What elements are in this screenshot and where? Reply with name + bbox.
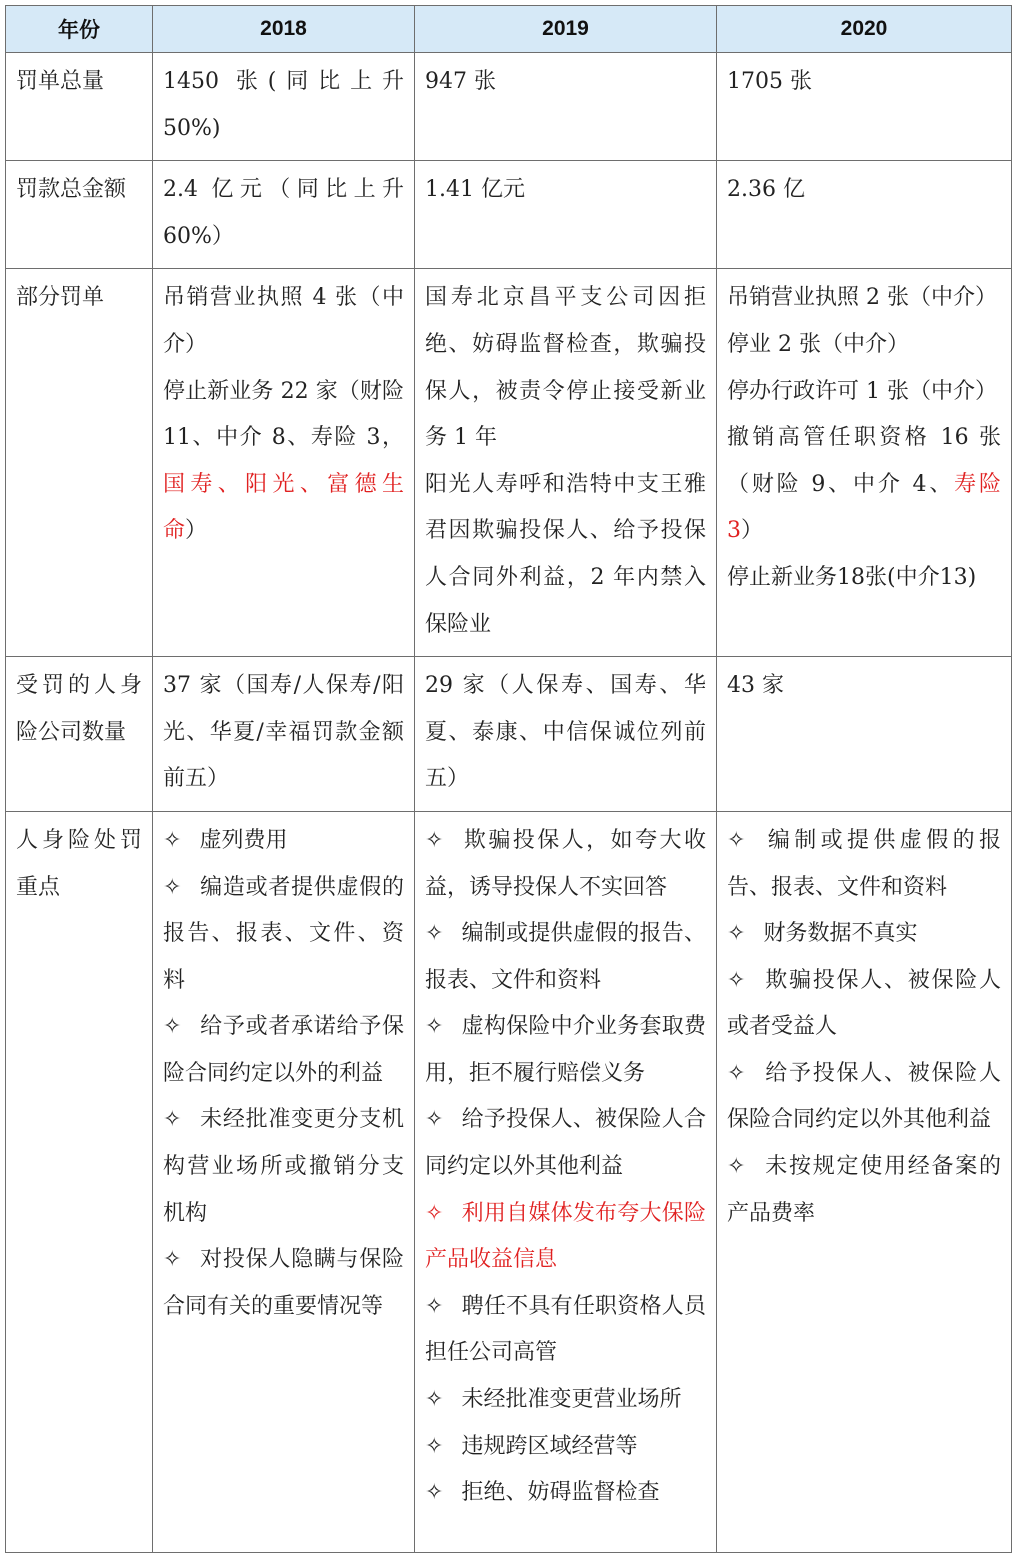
diamond-star-icon: ✧ (727, 921, 746, 947)
diamond-star-icon: ✧ (727, 1060, 746, 1086)
diamond-star-icon: ✧ (425, 1200, 444, 1226)
diamond-star-icon: ✧ (425, 1387, 444, 1413)
item-text: 财务数据不真实 (763, 921, 918, 947)
row-label: 人身险处罚重点 (6, 811, 153, 1552)
row-penalized-companies (6, 657, 1012, 812)
diamond-star-icon: ✧ (163, 827, 182, 853)
item-text: 未经批准变更营业场所 (461, 1387, 682, 1413)
diamond-star-icon: ✧ (425, 1107, 444, 1133)
header-2018: 2018 (153, 6, 415, 53)
cell-text: ） (741, 518, 764, 544)
list-item (425, 1004, 706, 1097)
cell-text: ） (185, 518, 208, 544)
header-year-label: 年份 (6, 6, 153, 53)
highlight-text: 寿险 3 (727, 471, 1001, 544)
list-item (163, 1004, 404, 1097)
row-partial-tickets (6, 269, 1012, 657)
diamond-star-icon: ✧ (727, 967, 746, 993)
cell-line: 停业 2 张（中介） (727, 331, 909, 357)
list-item (425, 1424, 706, 1471)
header-2020: 2020 (717, 6, 1012, 53)
cell-text: 停止新业务 22 家（财险 11、中介 8、寿险 3， (163, 378, 404, 451)
list-item (163, 818, 404, 865)
item-text: 对投保人隐瞒与保险合同有关的重要情况等 (163, 1247, 404, 1319)
item-text: 利用自媒体发布夸大保险产品收益信息 (425, 1200, 706, 1273)
row-total-tickets (6, 53, 1012, 161)
list-item (727, 1051, 1001, 1144)
item-text: 给予投保人、被保险人合同约定以外其他利益 (425, 1107, 706, 1180)
list-item (425, 1097, 706, 1190)
header-2019: 2019 (415, 6, 717, 53)
cell-2018: 37 家（国寿/人保寿/阳光、华夏/幸福罚款金额前五） (153, 657, 415, 812)
diamond-star-icon: ✧ (425, 1433, 444, 1459)
cell-line: 停止新业务18张(中介13) (727, 564, 977, 590)
cell-2019 (415, 811, 717, 1552)
list-item (425, 1470, 706, 1517)
cell-text: 撤销高管任职资格 16 张（财险 9、中介 4、 (727, 425, 1001, 497)
item-text: 编造或者提供虚假的报告、报表、文件、资料 (163, 874, 404, 993)
cell-line: 阳光人寿呼和浩特中支王雅君因欺骗投保人、给予投保人合同外利益，2 年内禁入保险业 (425, 471, 706, 637)
diamond-star-icon: ✧ (425, 1293, 444, 1319)
list-item (727, 911, 1001, 958)
cell-2019: 29 家（人保寿、国寿、华夏、泰康、中信保诚位列前五） (415, 657, 717, 812)
item-text: 虚列费用 (199, 827, 288, 853)
cell-2019 (415, 269, 717, 657)
diamond-star-icon: ✧ (425, 1014, 444, 1040)
diamond-star-icon: ✧ (163, 1107, 182, 1133)
cell-2018: 1450 张(同比上升 50%) (153, 53, 415, 161)
item-text: 聘任不具有任职资格人员担任公司高管 (425, 1293, 706, 1366)
item-text: 虚构保险中介业务套取费用，拒不履行赔偿义务 (425, 1014, 706, 1086)
highlight-text: 国寿、阳光、富德生命 (163, 471, 404, 544)
cell-2018 (153, 811, 415, 1552)
diamond-star-icon: ✧ (425, 827, 444, 853)
cell-2018 (153, 269, 415, 657)
cell-2020 (717, 269, 1012, 657)
cell-2020 (717, 811, 1012, 1552)
cell-2019: 947 张 (415, 53, 717, 161)
list-item (163, 1237, 404, 1330)
list-item (727, 1144, 1001, 1237)
cell-line: 停办行政许可 1 张（中介） (727, 378, 997, 404)
cell-line: 国寿北京昌平支公司因拒绝、妨碍监督检查，欺骗投保人，被责令停止接受新业务 1 年 (425, 285, 706, 451)
cell-line: 吊销营业执照 2 张（中介） (727, 285, 997, 311)
item-text: 欺骗投保人、被保险人或者受益人 (727, 967, 1001, 1040)
list-item (425, 818, 706, 911)
item-text: 违规跨区域经营等 (461, 1433, 638, 1459)
row-label: 部分罚单 (6, 269, 153, 657)
diamond-star-icon: ✧ (727, 1154, 746, 1180)
list-item-highlight (425, 1191, 706, 1284)
cell-2018: 2.4 亿元（同比上升 60%） (153, 161, 415, 269)
item-text: 未经批准变更分支机构营业场所或撤销分支机构 (163, 1107, 404, 1226)
header-row (6, 6, 1012, 53)
item-text: 给予或者承诺给予保险合同约定以外的利益 (163, 1014, 404, 1086)
list-item (727, 818, 1001, 911)
item-text: 编制或提供虚假的报告、报表、文件和资料 (727, 827, 1001, 900)
row-penalty-focus (6, 811, 1012, 1552)
item-text: 欺骗投保人，如夸大收益，诱导投保人不实回答 (425, 827, 706, 900)
diamond-star-icon: ✧ (163, 874, 182, 900)
cell-2020: 43 家 (717, 657, 1012, 812)
row-label: 受罚的人身险公司数量 (6, 657, 153, 812)
row-total-amount (6, 161, 1012, 269)
cell-line (163, 369, 404, 555)
diamond-star-icon: ✧ (163, 1014, 182, 1040)
list-item (425, 911, 706, 1004)
penalty-comparison-table (5, 5, 1012, 1553)
diamond-star-icon: ✧ (425, 1480, 444, 1506)
cell-2020: 1705 张 (717, 53, 1012, 161)
list-item (163, 865, 404, 1005)
item-text: 编制或提供虚假的报告、报表、文件和资料 (425, 921, 706, 993)
item-text: 未按规定使用经备案的产品费率 (727, 1154, 1001, 1226)
list-item (425, 1377, 706, 1424)
diamond-star-icon: ✧ (425, 921, 444, 947)
list-item (163, 1097, 404, 1237)
diamond-star-icon: ✧ (727, 827, 746, 853)
row-label: 罚款总金额 (6, 161, 153, 269)
cell-2019: 1.41 亿元 (415, 161, 717, 269)
cell-2020: 2.36 亿 (717, 161, 1012, 269)
cell-line: 吊销营业执照 4 张（中介） (163, 285, 404, 357)
list-item (727, 958, 1001, 1051)
item-text: 拒绝、妨碍监督检查 (461, 1480, 660, 1506)
row-label: 罚单总量 (6, 53, 153, 161)
diamond-star-icon: ✧ (163, 1247, 182, 1273)
list-item (425, 1284, 706, 1377)
cell-line (727, 415, 1001, 555)
item-text: 给予投保人、被保险人保险合同约定以外其他利益 (727, 1060, 1001, 1133)
